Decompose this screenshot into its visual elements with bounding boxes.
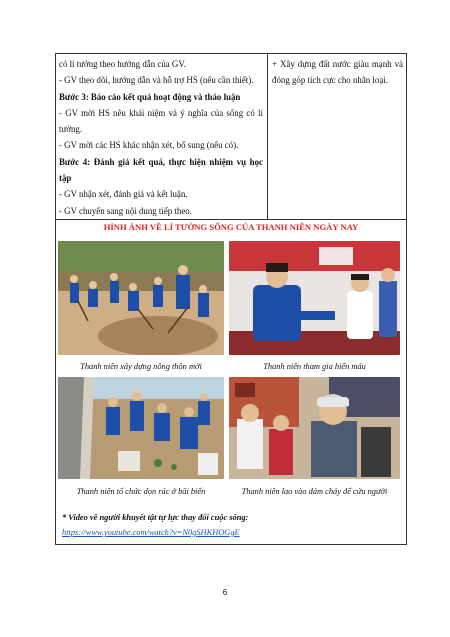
photo-fire-rescue: [229, 377, 400, 479]
table-row-activities: [56, 54, 406, 220]
activity-line: - GV theo dõi, hướng dẫn và hỗ trợ HS (nếu cần thiết).: [59, 75, 254, 86]
video-link[interactable]: https://www.youtube.com/watch?v=N0gSHKHOGgE: [62, 527, 240, 537]
activity-line: - GV nhận xét, đánh giá và kết luận.: [59, 189, 188, 200]
student-products-cell: [268, 54, 406, 219]
teacher-activities-cell: [56, 54, 268, 219]
step-3-heading: Bước 3: Báo cáo kết quả hoạt động và thảo luận: [59, 91, 241, 102]
photo-blood-donation: [229, 241, 400, 355]
activity-line: - GV mời các HS khác nhận xét, bổ sung (nếu có).: [59, 140, 239, 151]
caption-blood-donation: Thanh niên tham gia hiến máu: [263, 361, 366, 371]
photo-rural-construction: [58, 241, 224, 355]
caption-rural-construction: Thanh niên xây dựng nông thôn mới: [80, 361, 202, 371]
activity-line: - GV mời HS nêu khái niệm và ý nghĩa của sống có lí tưởng.: [59, 107, 263, 135]
product-line: + Xây dựng đất nước giàu mạnh và đóng góp tích cực cho nhân loại.: [272, 59, 403, 86]
caption-beach-cleanup: Thanh niên tổ chức dọn rác ở bãi biển: [76, 486, 206, 496]
lesson-table: [55, 53, 407, 545]
step-4-heading: Bước 4: Đánh giá kết quả, thực hiện nhiệm vụ học tập: [59, 156, 263, 184]
caption-fire-rescue: Thanh niên lao vào đám cháy để cứu người: [241, 486, 388, 496]
activity-line: có lí tưởng theo hướng dẫn của GV.: [59, 59, 186, 69]
activity-line: - GV chuyển sang nội dung tiếp theo.: [59, 205, 192, 216]
page-number: 6: [222, 588, 228, 597]
gallery-cell: [56, 220, 406, 544]
gallery-heading: HÌNH ẢNH VỀ LÍ TƯỞNG SỐNG CỦA THANH NIÊN NGÀY NAY: [103, 221, 359, 232]
photo-beach-cleanup: [58, 377, 224, 479]
video-note: * Video về người khuyết tật tự lực thay đổi cuộc sống:: [62, 512, 249, 522]
